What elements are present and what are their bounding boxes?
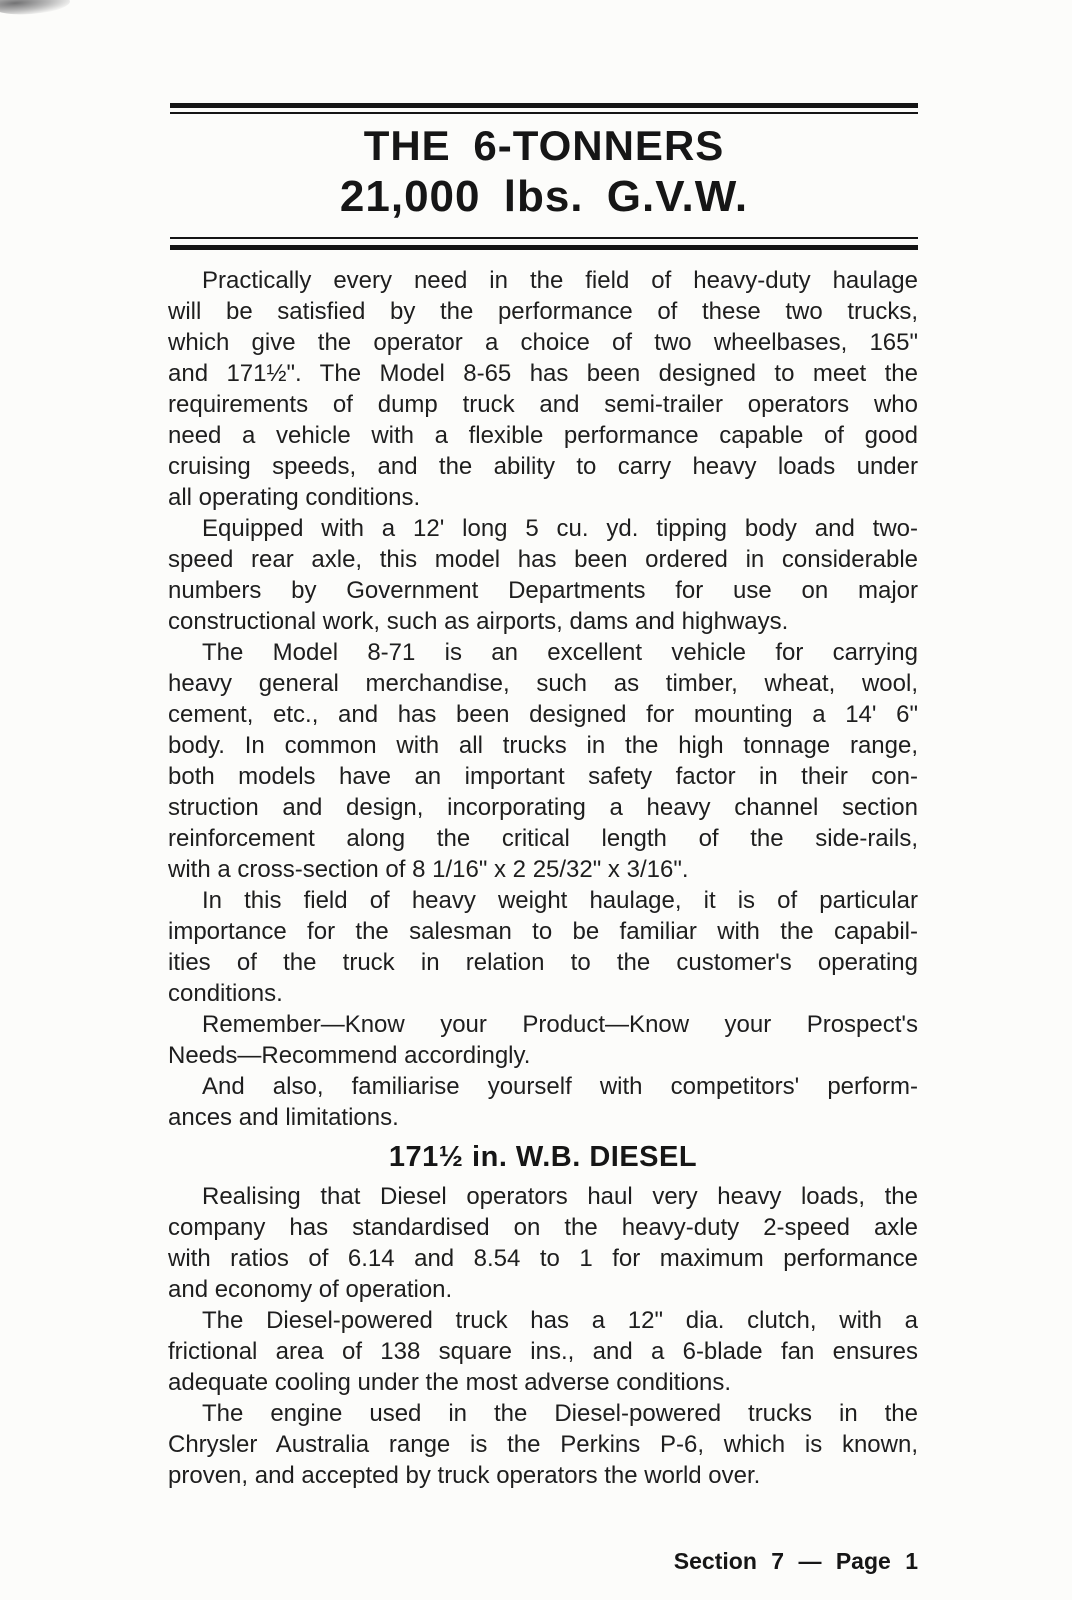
paragraph-line: numbers by Government Departments for use on major — [168, 577, 918, 604]
paragraph-line: Needs—Recommend accordingly. — [168, 1042, 531, 1069]
paragraph-line: reinforcement along the critical length of the side-rails, — [168, 825, 918, 852]
paragraph-line: Realising that Diesel operators haul very heavy loads, the — [202, 1183, 918, 1210]
body-paragraph — [168, 1009, 918, 1071]
paragraph-line: company has standardised on the heavy-duty 2-speed axle — [168, 1214, 918, 1241]
paragraph-line: with a cross-section of 8 1/16" x 2 25/32" x 3/16". — [168, 856, 689, 883]
body-paragraph — [168, 265, 918, 513]
paragraph-line: with ratios of 6.14 and 8.54 to 1 for maximum performance — [168, 1245, 918, 1272]
body-paragraph — [168, 1181, 918, 1305]
paragraph-line: Equipped with a 12' long 5 cu. yd. tipping body and two- — [202, 515, 918, 542]
paragraph-line: ances and limitations. — [168, 1104, 399, 1131]
paragraph-line: importance for the salesman to be familiar with the capabil- — [168, 918, 918, 945]
body-paragraph — [168, 1071, 918, 1133]
page-title: THE 6-TONNERS — [363, 122, 725, 169]
paragraph-line: conditions. — [168, 980, 283, 1007]
paragraph-line: and economy of operation. — [168, 1276, 453, 1303]
paragraph-line: will be satisfied by the performance of these two trucks, — [168, 298, 918, 325]
double-rule-bottom-thick — [170, 245, 918, 250]
paragraph-line: Practically every need in the field of heavy-duty haulage — [202, 267, 918, 294]
section-heading: 171½ in. W.B. DIESEL — [388, 1141, 698, 1173]
paragraph-line: all operating conditions. — [168, 484, 421, 511]
paragraph-line: In this field of heavy weight haulage, it is of particular — [202, 887, 918, 914]
paragraph-line: The Diesel-powered truck has a 12" dia. clutch, with a — [202, 1307, 918, 1334]
page-footer: Section 7 — Page 1 — [673, 1548, 918, 1574]
double-rule-top-thick — [170, 103, 918, 108]
paragraph-line: frictional area of 138 square ins., and a 6-blade fan ensures — [168, 1338, 918, 1365]
paragraph-line: speed rear axle, this model has been ordered in considerable — [168, 546, 918, 573]
paragraph-line: ities of the truck in relation to the customer's operating — [168, 949, 918, 976]
paragraph-line: need a vehicle with a flexible performance capable of good — [168, 422, 918, 449]
paragraph-line: heavy general merchandise, such as timber, wheat, wool, — [168, 670, 918, 697]
page-subtitle: 21,000 lbs. G.V.W. — [339, 172, 749, 221]
paragraph-line: struction and design, incorporating a heavy channel section — [168, 794, 918, 821]
paragraph-line: And also, familiarise yourself with competitors' perform- — [202, 1073, 918, 1100]
body-paragraph — [168, 637, 918, 885]
paragraph-line: cruising speeds, and the ability to carry heavy loads under — [168, 453, 918, 480]
paragraph-line: cement, etc., and has been designed for mounting a 14' 6" — [168, 701, 918, 728]
scan-smudge-artifact — [0, 0, 71, 17]
paragraph-line: and 171½". The Model 8-65 has been designed to meet the — [168, 360, 918, 387]
body-paragraph — [168, 1398, 918, 1491]
paragraph-line: requirements of dump truck and semi-trailer operators who — [168, 391, 918, 418]
body-paragraph — [168, 885, 918, 1009]
paragraph-line: proven, and accepted by truck operators the world over. — [168, 1462, 761, 1489]
paragraph-line: constructional work, such as airports, dams and highways. — [168, 608, 789, 635]
double-rule-top-thin — [170, 112, 918, 114]
paragraph-line: Chrysler Australia range is the Perkins P-6, which is known, — [168, 1431, 918, 1458]
paragraph-line: adequate cooling under the most adverse conditions. — [168, 1369, 732, 1396]
paragraph-line: both models have an important safety factor in their con- — [168, 763, 918, 790]
paragraph-line: The engine used in the Diesel-powered trucks in the — [202, 1400, 918, 1427]
paragraph-line: which give the operator a choice of two wheelbases, 165" — [168, 329, 918, 356]
body-paragraph — [168, 1305, 918, 1398]
paragraph-line: Remember—Know your Product—Know your Prospect's — [202, 1011, 918, 1038]
body-paragraph — [168, 513, 918, 637]
paragraph-line: The Model 8-71 is an excellent vehicle for carrying — [202, 639, 918, 666]
double-rule-bottom-thin — [170, 237, 918, 239]
paragraph-line: body. In common with all trucks in the high tonnage range, — [168, 732, 918, 759]
body-text-column — [168, 265, 918, 1491]
